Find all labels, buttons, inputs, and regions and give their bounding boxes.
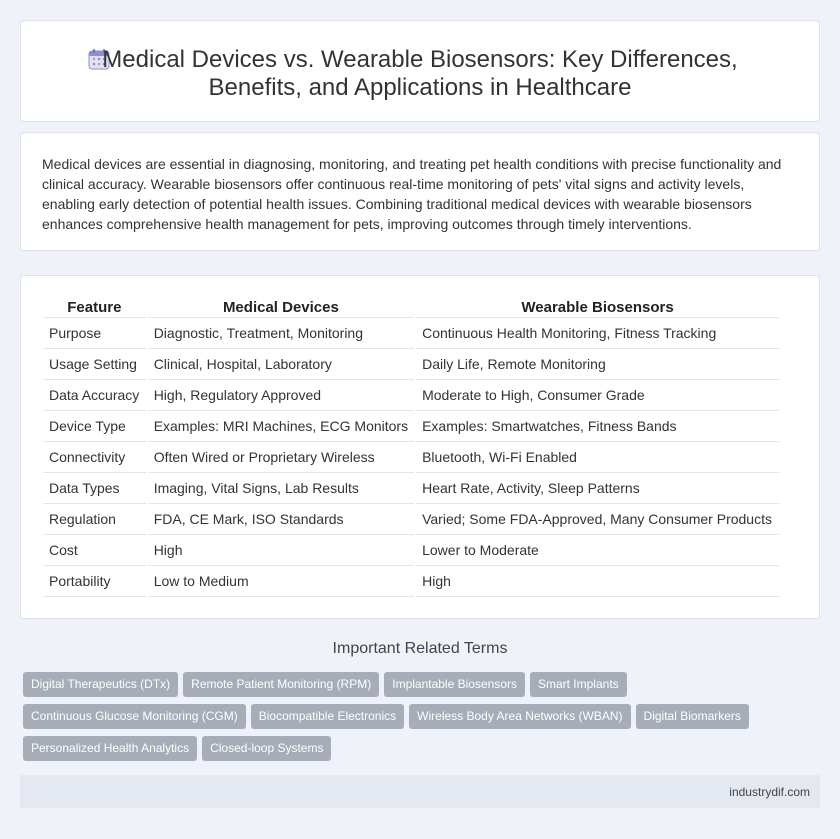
comparison-table [41, 296, 781, 597]
row-feature: Data Accuracy [43, 380, 146, 411]
row-medical: FDA, CE Mark, ISO Standards [148, 504, 414, 535]
table-row [43, 504, 779, 535]
row-wearable: Bluetooth, Wi-Fi Enabled [416, 442, 779, 473]
tag-digital-therapeutics[interactable]: Digital Therapeutics (DTx) [23, 672, 178, 697]
page-title [21, 46, 819, 102]
intro-card [20, 132, 820, 251]
row-wearable: Lower to Moderate [416, 535, 779, 566]
row-medical: Often Wired or Proprietary Wireless [148, 442, 414, 473]
row-feature: Data Types [43, 473, 146, 504]
tag-implantable-biosensors[interactable]: Implantable Biosensors [384, 672, 525, 697]
tag-digital-biomarkers[interactable]: Digital Biomarkers [636, 704, 749, 729]
table-row [43, 535, 779, 566]
row-wearable: Varied; Some FDA-Approved, Many Consumer Products [416, 504, 779, 535]
table-row [43, 349, 779, 380]
table-row [43, 411, 779, 442]
table-row [43, 442, 779, 473]
footer-site[interactable]: industrydif.com [729, 785, 810, 799]
header-wearable-biosensors: Wearable Biosensors [416, 296, 779, 318]
row-medical: Clinical, Hospital, Laboratory [148, 349, 414, 380]
table-row [43, 380, 779, 411]
row-feature: Portability [43, 566, 146, 597]
tag-smart-implants[interactable]: Smart Implants [530, 672, 627, 697]
intro-paragraph: Medical devices are essential in diagnosing, monitoring, and treating pet health conditions with precise functionality and clinical accuracy. Wearable biosensors offer continuous real-time monitoring of pets' vital signs and activity levels, enabling early detection of potential health issues. Combining traditional medical devices with wearable biosensors enhances comprehensive health management for pets, improving outcomes through timely interventions. [42, 156, 782, 232]
tag-personalized-health-analytics[interactable]: Personalized Health Analytics [23, 736, 197, 761]
row-feature: Cost [43, 535, 146, 566]
row-feature: Purpose [43, 318, 146, 349]
row-wearable: High [416, 566, 779, 597]
row-wearable: Heart Rate, Activity, Sleep Patterns [416, 473, 779, 504]
tag-continuous-glucose-monitoring[interactable]: Continuous Glucose Monitoring (CGM) [23, 704, 246, 729]
title-line-1: Medical Devices vs. Wearable Biosensors: Key Differences, [102, 46, 738, 73]
row-feature: Regulation [43, 504, 146, 535]
comparison-card [20, 275, 820, 619]
table-row [43, 473, 779, 504]
title-card [20, 20, 820, 122]
tag-closed-loop-systems[interactable]: Closed-loop Systems [202, 736, 331, 761]
row-feature: Device Type [43, 411, 146, 442]
tag-biocompatible-electronics[interactable]: Biocompatible Electronics [251, 704, 404, 729]
row-medical: High [148, 535, 414, 566]
row-wearable: Continuous Health Monitoring, Fitness Tracking [416, 318, 779, 349]
header-medical-devices: Medical Devices [148, 296, 414, 318]
row-wearable: Moderate to High, Consumer Grade [416, 380, 779, 411]
tag-remote-patient-monitoring[interactable]: Remote Patient Monitoring (RPM) [183, 672, 379, 697]
header-feature: Feature [43, 296, 146, 318]
related-terms-list [23, 672, 803, 768]
row-feature: Connectivity [43, 442, 146, 473]
row-medical: Imaging, Vital Signs, Lab Results [148, 473, 414, 504]
row-medical: Diagnostic, Treatment, Monitoring [148, 318, 414, 349]
row-wearable: Examples: Smartwatches, Fitness Bands [416, 411, 779, 442]
footer [20, 775, 820, 808]
table-row [43, 318, 779, 349]
row-medical: Low to Medium [148, 566, 414, 597]
row-medical: High, Regulatory Approved [148, 380, 414, 411]
row-wearable: Daily Life, Remote Monitoring [416, 349, 779, 380]
related-terms-heading: Important Related Terms [332, 640, 508, 657]
row-medical: Examples: MRI Machines, ECG Monitors [148, 411, 414, 442]
title-line-2: Benefits, and Applications in Healthcare [208, 74, 632, 101]
table-row [43, 566, 779, 597]
table-header-row [43, 296, 779, 318]
tag-wireless-body-area-networks[interactable]: Wireless Body Area Networks (WBAN) [409, 704, 630, 729]
row-feature: Usage Setting [43, 349, 146, 380]
